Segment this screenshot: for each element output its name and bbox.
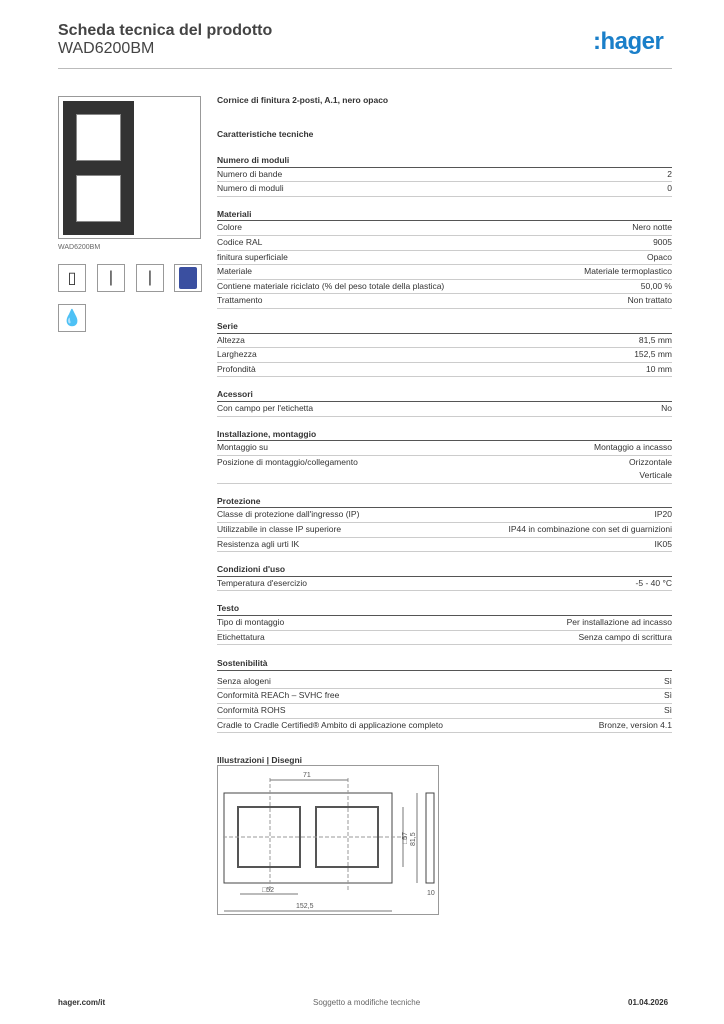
spec-section — [217, 601, 672, 645]
spec-row — [217, 508, 672, 523]
spec-label: Numero di bande — [217, 168, 283, 179]
section-header: Condizioni d'uso — [217, 562, 672, 577]
spec-section — [217, 562, 672, 591]
two-gang-icon: ▯ — [58, 264, 86, 292]
spec-value: Materiale termoplastico — [584, 266, 672, 277]
spec-section — [217, 387, 672, 416]
image-caption: WAD6200BM — [58, 244, 101, 251]
spec-label: Montaggio su — [217, 442, 269, 453]
spec-row — [217, 719, 672, 734]
spec-value: Opaco — [646, 251, 672, 262]
spec-section — [217, 319, 672, 377]
spec-value: Montaggio a incasso — [594, 442, 672, 453]
spec-row — [217, 182, 672, 197]
spec-label: Temperatura d'esercizio — [217, 577, 307, 588]
hager-logo: :hager — [593, 28, 664, 55]
spec-row — [217, 675, 672, 690]
spec-label: Trattamento — [217, 295, 263, 306]
spec-row — [217, 402, 672, 417]
section-header: Sostenibilità — [217, 656, 672, 671]
illustrations-title: Illustrazioni | Disegni — [217, 755, 303, 766]
spec-label: Contiene materiale riciclato (% del peso totale della plastica) — [217, 280, 445, 291]
spec-label: Larghezza — [217, 349, 257, 360]
spec-section — [217, 207, 672, 309]
section-header: Testo — [217, 601, 672, 616]
spec-label: Classe di protezione dall'ingresso (IP) — [217, 509, 360, 520]
spec-row — [217, 236, 672, 251]
spec-value: Non trattato — [627, 295, 672, 306]
dim-inner: □57 — [402, 831, 409, 844]
spec-section — [217, 153, 672, 197]
spec-row — [217, 456, 672, 484]
spec-value: 152,5 mm — [634, 349, 672, 360]
spec-value: IP20 — [654, 509, 672, 520]
spec-label: Conformità ROHS — [217, 705, 286, 715]
dim-width: 152,5 — [296, 903, 314, 910]
spec-label: Materiale — [217, 266, 252, 277]
spec-row — [217, 523, 672, 538]
spec-label: Etichettatura — [217, 631, 265, 642]
spec-row — [217, 221, 672, 236]
vertical-line-icon: | — [136, 264, 164, 292]
spec-row — [217, 168, 672, 183]
spec-value: Orizzontale Verticale — [629, 456, 672, 481]
spec-row — [217, 689, 672, 704]
spec-value: -5 - 40 °C — [635, 577, 672, 588]
spec-label: finitura superficiale — [217, 251, 288, 262]
spec-section — [217, 494, 672, 552]
vertical-line-icon: | — [97, 264, 125, 292]
section-header: Installazione, montaggio — [217, 427, 672, 442]
section-header: Acessori — [217, 387, 672, 402]
footer-date: 01.04.2026 — [628, 998, 669, 1007]
spec-value: Sì — [663, 690, 672, 701]
spec-value: 2 — [667, 168, 672, 179]
section-header: Serie — [217, 319, 672, 334]
spec-label: Cradle to Cradle Certified® Ambito di applicazione completo — [217, 719, 443, 730]
footer-note: Soggetto a modifiche tecniche — [313, 998, 421, 1007]
spec-label: Altezza — [217, 334, 245, 345]
spec-row — [217, 294, 672, 309]
spec-row — [217, 363, 672, 378]
spec-row — [217, 280, 672, 295]
spec-section — [217, 656, 672, 733]
dim-depth: 10 — [427, 890, 435, 897]
footer-site[interactable]: hager.com/it — [58, 998, 106, 1007]
product-image — [58, 96, 201, 239]
spec-label: Senza alogeni — [217, 675, 271, 686]
dim-opening: □52 — [262, 887, 275, 894]
spec-value: IP44 in combinazione con set di guarnizioni — [508, 524, 672, 535]
dim-height: 81,5 — [410, 832, 417, 846]
spec-value: 9005 — [653, 236, 672, 247]
spec-row — [217, 348, 672, 363]
spec-label: Utilizzabile in classe IP superiore — [217, 524, 342, 535]
water-drops-icon: 💧 — [58, 304, 86, 332]
spec-value: 0 — [667, 183, 672, 194]
spec-value: No — [661, 402, 672, 413]
product-name: Cornice di finitura 2-posti, A.1, nero opaco — [217, 95, 389, 105]
spec-value: Sì — [663, 675, 672, 686]
spec-value: Bronze, version 4.1 — [598, 719, 672, 730]
cradle-to-cradle-icon — [174, 264, 202, 292]
spec-label: Conformità REACh – SVHC free — [217, 690, 340, 701]
spec-section — [217, 427, 672, 484]
spec-label: Posizione di montaggio/collegamento — [217, 456, 358, 467]
dimension-drawing — [217, 765, 439, 915]
spec-row — [217, 631, 672, 646]
doc-title: Scheda tecnica del prodotto — [58, 22, 273, 39]
spec-value: Nero notte — [632, 222, 672, 233]
spec-row — [217, 616, 672, 631]
spec-label: Resistenza agli urti IK — [217, 538, 300, 549]
spec-row — [217, 538, 672, 553]
header-divider — [58, 68, 672, 69]
spec-row — [217, 704, 672, 719]
spec-value: 81,5 mm — [638, 334, 672, 345]
product-code: WAD6200BM — [58, 40, 155, 57]
section-header: Protezione — [217, 494, 672, 509]
spec-value: Per installazione ad incasso — [566, 617, 672, 628]
section-title: Caratteristiche tecniche — [217, 129, 314, 139]
spec-label: Colore — [217, 222, 243, 233]
spec-label: Con campo per l'etichetta — [217, 402, 314, 413]
section-header: Materiali — [217, 207, 672, 222]
spec-row — [217, 265, 672, 280]
spec-row — [217, 577, 672, 592]
spec-row — [217, 334, 672, 349]
spec-value: IK05 — [654, 538, 672, 549]
spec-value: Sì — [663, 705, 672, 715]
spec-label: Tipo di montaggio — [217, 617, 285, 628]
spec-value: 50,00 % — [640, 280, 672, 291]
spec-label: Profondità — [217, 363, 256, 374]
spec-value: 10 mm — [646, 363, 672, 374]
dim-pitch: 71 — [303, 772, 311, 779]
section-header: Numero di moduli — [217, 153, 672, 168]
spec-label: Codice RAL — [217, 236, 263, 247]
spec-row — [217, 251, 672, 266]
spec-label: Numero di moduli — [217, 183, 284, 194]
spec-row — [217, 441, 672, 456]
spec-value: Senza campo di scrittura — [578, 631, 672, 642]
spec-content — [217, 95, 672, 765]
